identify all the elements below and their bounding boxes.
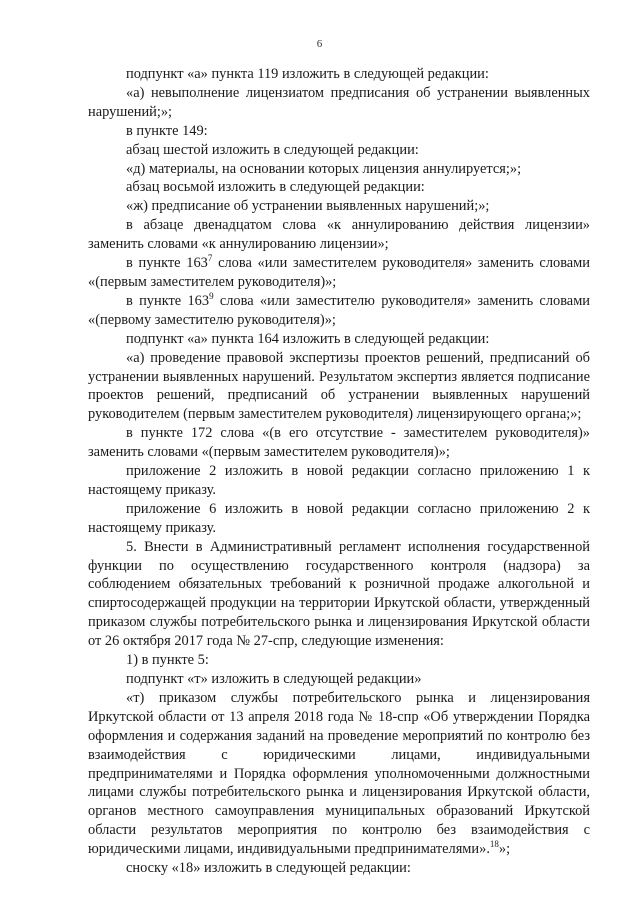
- paragraph-10-text-before: в пункте 163: [126, 292, 210, 309]
- paragraph-6: абзац восьмой изложить в следующей редакции:: [126, 179, 425, 196]
- paragraph-9-superscript: 7: [207, 253, 213, 264]
- paragraph-11: подпункт «а» пункта 164 изложить в следующей редакции:: [126, 330, 490, 347]
- paragraph-7: «ж) предписание об устранении выявленных нарушений;»;: [126, 198, 490, 215]
- paragraph-19-text-after: »;: [498, 841, 511, 858]
- paragraph-9-text-before: в пункте 163: [126, 255, 208, 272]
- paragraph-12: «а) проведение правовой экспертизы проектов решений, предписаний об устранении выявленных нарушений. Результатом экспертиз является подписание проектов решений, предписаний об устранении выявленных нарушений руководителем (первым заместителем руководителя) лицензирующего органа;»;: [88, 349, 590, 423]
- paragraph-14: приложение 2 изложить в новой редакции согласно приложению 1 к настоящему приказу.: [88, 463, 590, 498]
- paragraph-10: [88, 292, 590, 330]
- paragraph-16: 5. Внести в Административный регламент исполнения государственной функции по осуществлению государственного контроля (надзора) за соблюдением обязательных требований к розничной продаже алкогольной и спиртосодержащей продукции на территории Иркутской области, утвержденный приказом службы потребительского рынка и лицензирования Иркутской области от 26 октября 2017 года № 27-спр, следующие изменения:: [88, 538, 590, 650]
- paragraph-19-superscript: 18: [489, 839, 499, 850]
- paragraph-2: «а) невыполнение лицензиатом предписания об устранении выявленных нарушений;»;: [88, 84, 590, 120]
- page-number: 6: [316, 38, 323, 50]
- paragraph-8: в абзаце двенадцатом слова «к аннулированию действия лицензии» заменить словами «к аннулированию лицензии»;: [88, 217, 590, 253]
- paragraph-10-superscript: 9: [209, 291, 214, 302]
- document-body: [88, 65, 590, 878]
- paragraph-9-text-after: слова «или заместителем руководителя» заменить словами «(первым заместителем руководителя)»;: [88, 255, 590, 290]
- paragraph-19: [88, 689, 590, 859]
- paragraph-13: в пункте 172 слова «(в его отсутствие - заместителем руководителя)» заменить словами «(первым заместителем руководителя)»;: [88, 425, 590, 461]
- paragraph-3: в пункте 149:: [126, 122, 208, 139]
- paragraph-4: абзац шестой изложить в следующей редакции:: [126, 141, 419, 158]
- paragraph-1: подпункт «а» пункта 119 изложить в следующей редакции:: [126, 66, 489, 82]
- paragraph-9: [88, 254, 590, 292]
- paragraph-17: 1) в пункте 5:: [126, 652, 209, 669]
- paragraph-15: приложение 6 изложить в новой редакции согласно приложению 2 к настоящему приказу.: [88, 500, 590, 536]
- paragraph-18: подпункт «т» изложить в следующей редакции»: [126, 671, 422, 687]
- paragraph-20: сноску «18» изложить в следующей редакции:: [126, 860, 411, 877]
- paragraph-5: «д) материалы, на основании которых лицензия аннулируется;»;: [126, 160, 522, 177]
- paragraph-19-text-before: «т) приказом службы потребительского рынка и лицензирования Иркутской области от 13 апреля 2018 года № 18-спр «Об утверждении Порядка оформления и содержания заданий на проведение мероприятий по контролю без взаимодействия с юридическими лицами, индивидуальными предпринимателями и Порядка оформления уполномоченными должностными лицами службы потребительского рынка и лицензирования Иркутской области, органов местного самоуправления муниципальных образований Иркутской области результатов мероприятия по контролю без взаимодействия с юридическими лицами, индивидуальными предпринимателями».: [88, 689, 590, 858]
- paragraph-10-text-after: слова «или заместителю руководителя» заменить словами «(первому заместителю руководителя)»;: [88, 292, 591, 328]
